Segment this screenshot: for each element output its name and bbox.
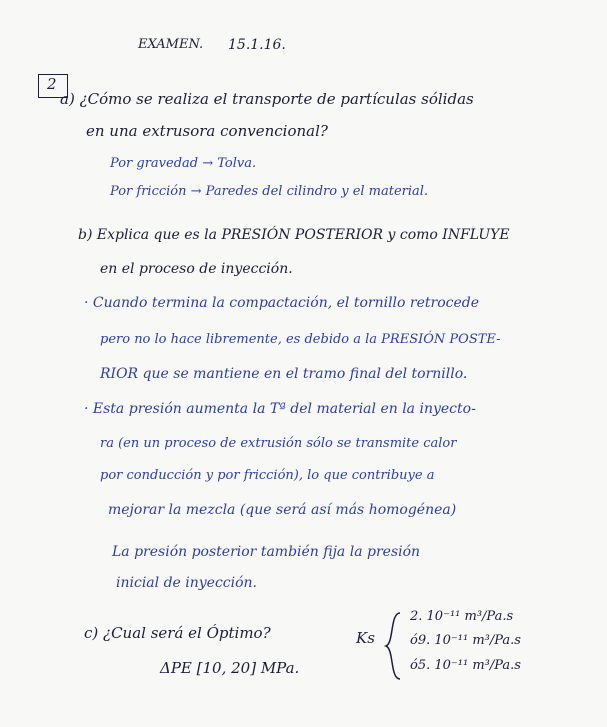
- question-b-prompt-line2: en el proceso de inyección.: [100, 261, 293, 277]
- question-a-prompt-line1: a) ¿Cómo se realiza el transporte de partículas sólidas: [60, 90, 474, 108]
- answer-b-bullet2-line4: mejorar la mezcla (que será así más homogénea): [108, 502, 457, 518]
- pressure-range: ΔPE [10, 20] MPa.: [160, 659, 300, 677]
- question-number: 2: [47, 75, 57, 93]
- ks-value-3: ó5. 10⁻¹¹ m³/Pa.s: [410, 658, 521, 673]
- answer-b-note-line1: La presión posterior también fija la presión: [112, 544, 421, 560]
- ks-value-1: 2. 10⁻¹¹ m³/Pa.s: [410, 609, 514, 624]
- exam-title: EXAMEN.: [138, 37, 204, 52]
- exam-date: 15.1.16.: [228, 37, 286, 53]
- curly-brace-icon: [382, 611, 404, 681]
- answer-a-line2: Por fricción → Paredes del cilindro y el material.: [110, 184, 429, 199]
- answer-b-bullet2-line3: por conducción y por fricción), lo que contribuye a: [100, 468, 435, 483]
- question-c-prompt: c) ¿Cual será el Óptimo?: [84, 624, 271, 642]
- ks-label: Ks: [356, 629, 375, 647]
- answer-b-bullet1-line2: pero no lo hace libremente, es debido a la PRESIÓN POSTE-: [100, 332, 501, 347]
- answer-a-line1: Por gravedad → Tolva.: [110, 156, 257, 171]
- question-b-prompt-line1: b) Explica que es la PRESIÓN POSTERIOR y como INFLUYE: [78, 227, 510, 243]
- ks-value-2: ó9. 10⁻¹¹ m³/Pa.s: [410, 633, 521, 648]
- answer-b-note-line2: inicial de inyección.: [116, 575, 258, 591]
- question-a-prompt-line2: en una extrusora convencional?: [86, 122, 328, 140]
- answer-b-bullet1-line3: RIOR que se mantiene en el tramo final del tornillo.: [100, 366, 468, 382]
- answer-b-bullet2-line2: ra (en un proceso de extrusión sólo se transmite calor: [100, 436, 457, 451]
- answer-b-bullet2-line1: · Esta presión aumenta la Tª del material en la inyecto-: [84, 401, 476, 417]
- answer-b-bullet1-line1: · Cuando termina la compactación, el tornillo retrocede: [84, 295, 479, 311]
